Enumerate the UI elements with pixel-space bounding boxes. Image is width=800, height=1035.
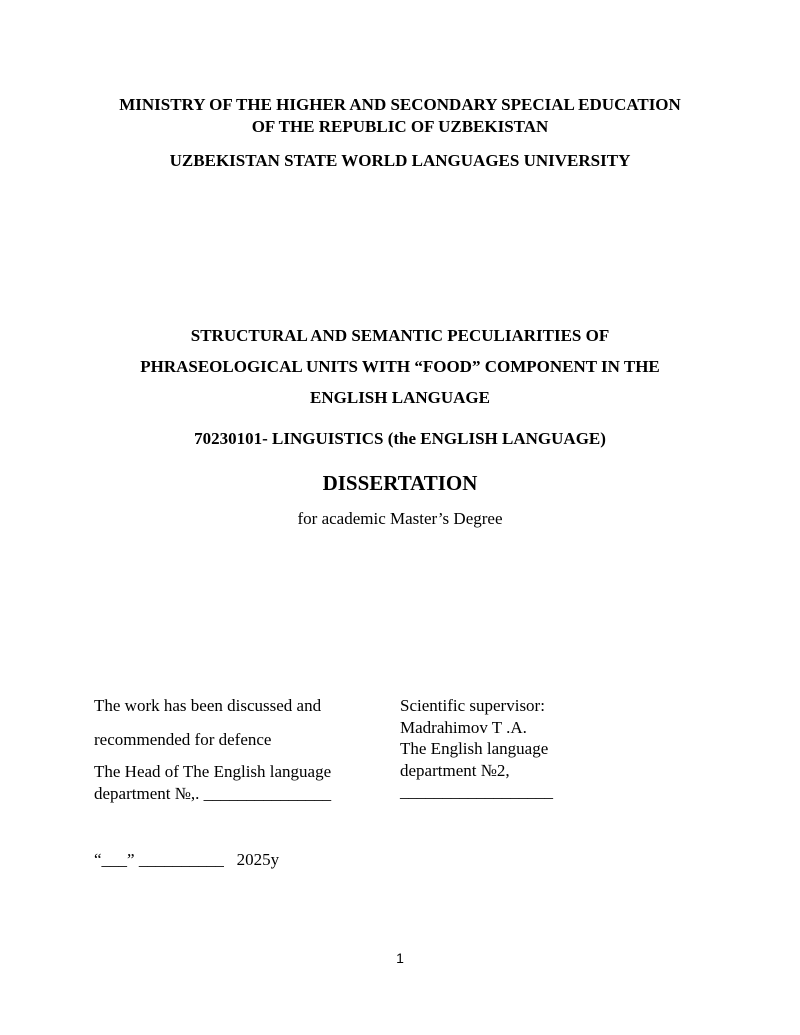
supervisor-signature-line: __________________ bbox=[400, 782, 553, 801]
title-line-1: STRUCTURAL AND SEMANTIC PECULIARITIES OF bbox=[190, 326, 610, 345]
title-line-3: ENGLISH LANGUAGE bbox=[310, 388, 490, 407]
ministry-line-1: MINISTRY OF THE HIGHER AND SECONDARY SPECIAL EDUCATION bbox=[119, 95, 681, 114]
degree-subtitle: for academic Master’s Degree bbox=[297, 509, 503, 528]
approval-line-1: The work has been discussed and bbox=[94, 696, 322, 715]
approval-line-3: The Head of The English language bbox=[94, 762, 332, 781]
supervisor-label: Scientific supervisor: bbox=[400, 696, 545, 715]
page-number: 1 bbox=[396, 950, 404, 966]
ministry-heading bbox=[0, 94, 800, 138]
supervisor-dept-line-1: The English language bbox=[400, 739, 549, 758]
supervisor-block bbox=[400, 695, 660, 803]
date-line: “___” __________ 2025y bbox=[94, 850, 280, 869]
approval-block bbox=[94, 694, 384, 805]
supervisor-dept-line-2: department №2, bbox=[400, 760, 510, 780]
dissertation-title bbox=[0, 320, 800, 413]
university-name: UZBEKISTAN STATE WORLD LANGUAGES UNIVERSITY bbox=[169, 151, 631, 170]
title-line-2: PHRASEOLOGICAL UNITS WITH “FOOD” COMPONENT IN THE bbox=[140, 357, 660, 376]
approval-line-4: department №,. _______________ bbox=[94, 784, 332, 803]
approval-line-2: recommended for defence bbox=[94, 730, 272, 749]
document-type: DISSERTATION bbox=[322, 471, 478, 495]
supervisor-name: Madrahimov T .A. bbox=[400, 717, 527, 737]
ministry-line-2: OF THE REPUBLIC OF UZBEKISTAN bbox=[251, 117, 549, 136]
specialty-code: 70230101- LINGUISTICS (the ENGLISH LANGUAGE) bbox=[194, 429, 606, 448]
